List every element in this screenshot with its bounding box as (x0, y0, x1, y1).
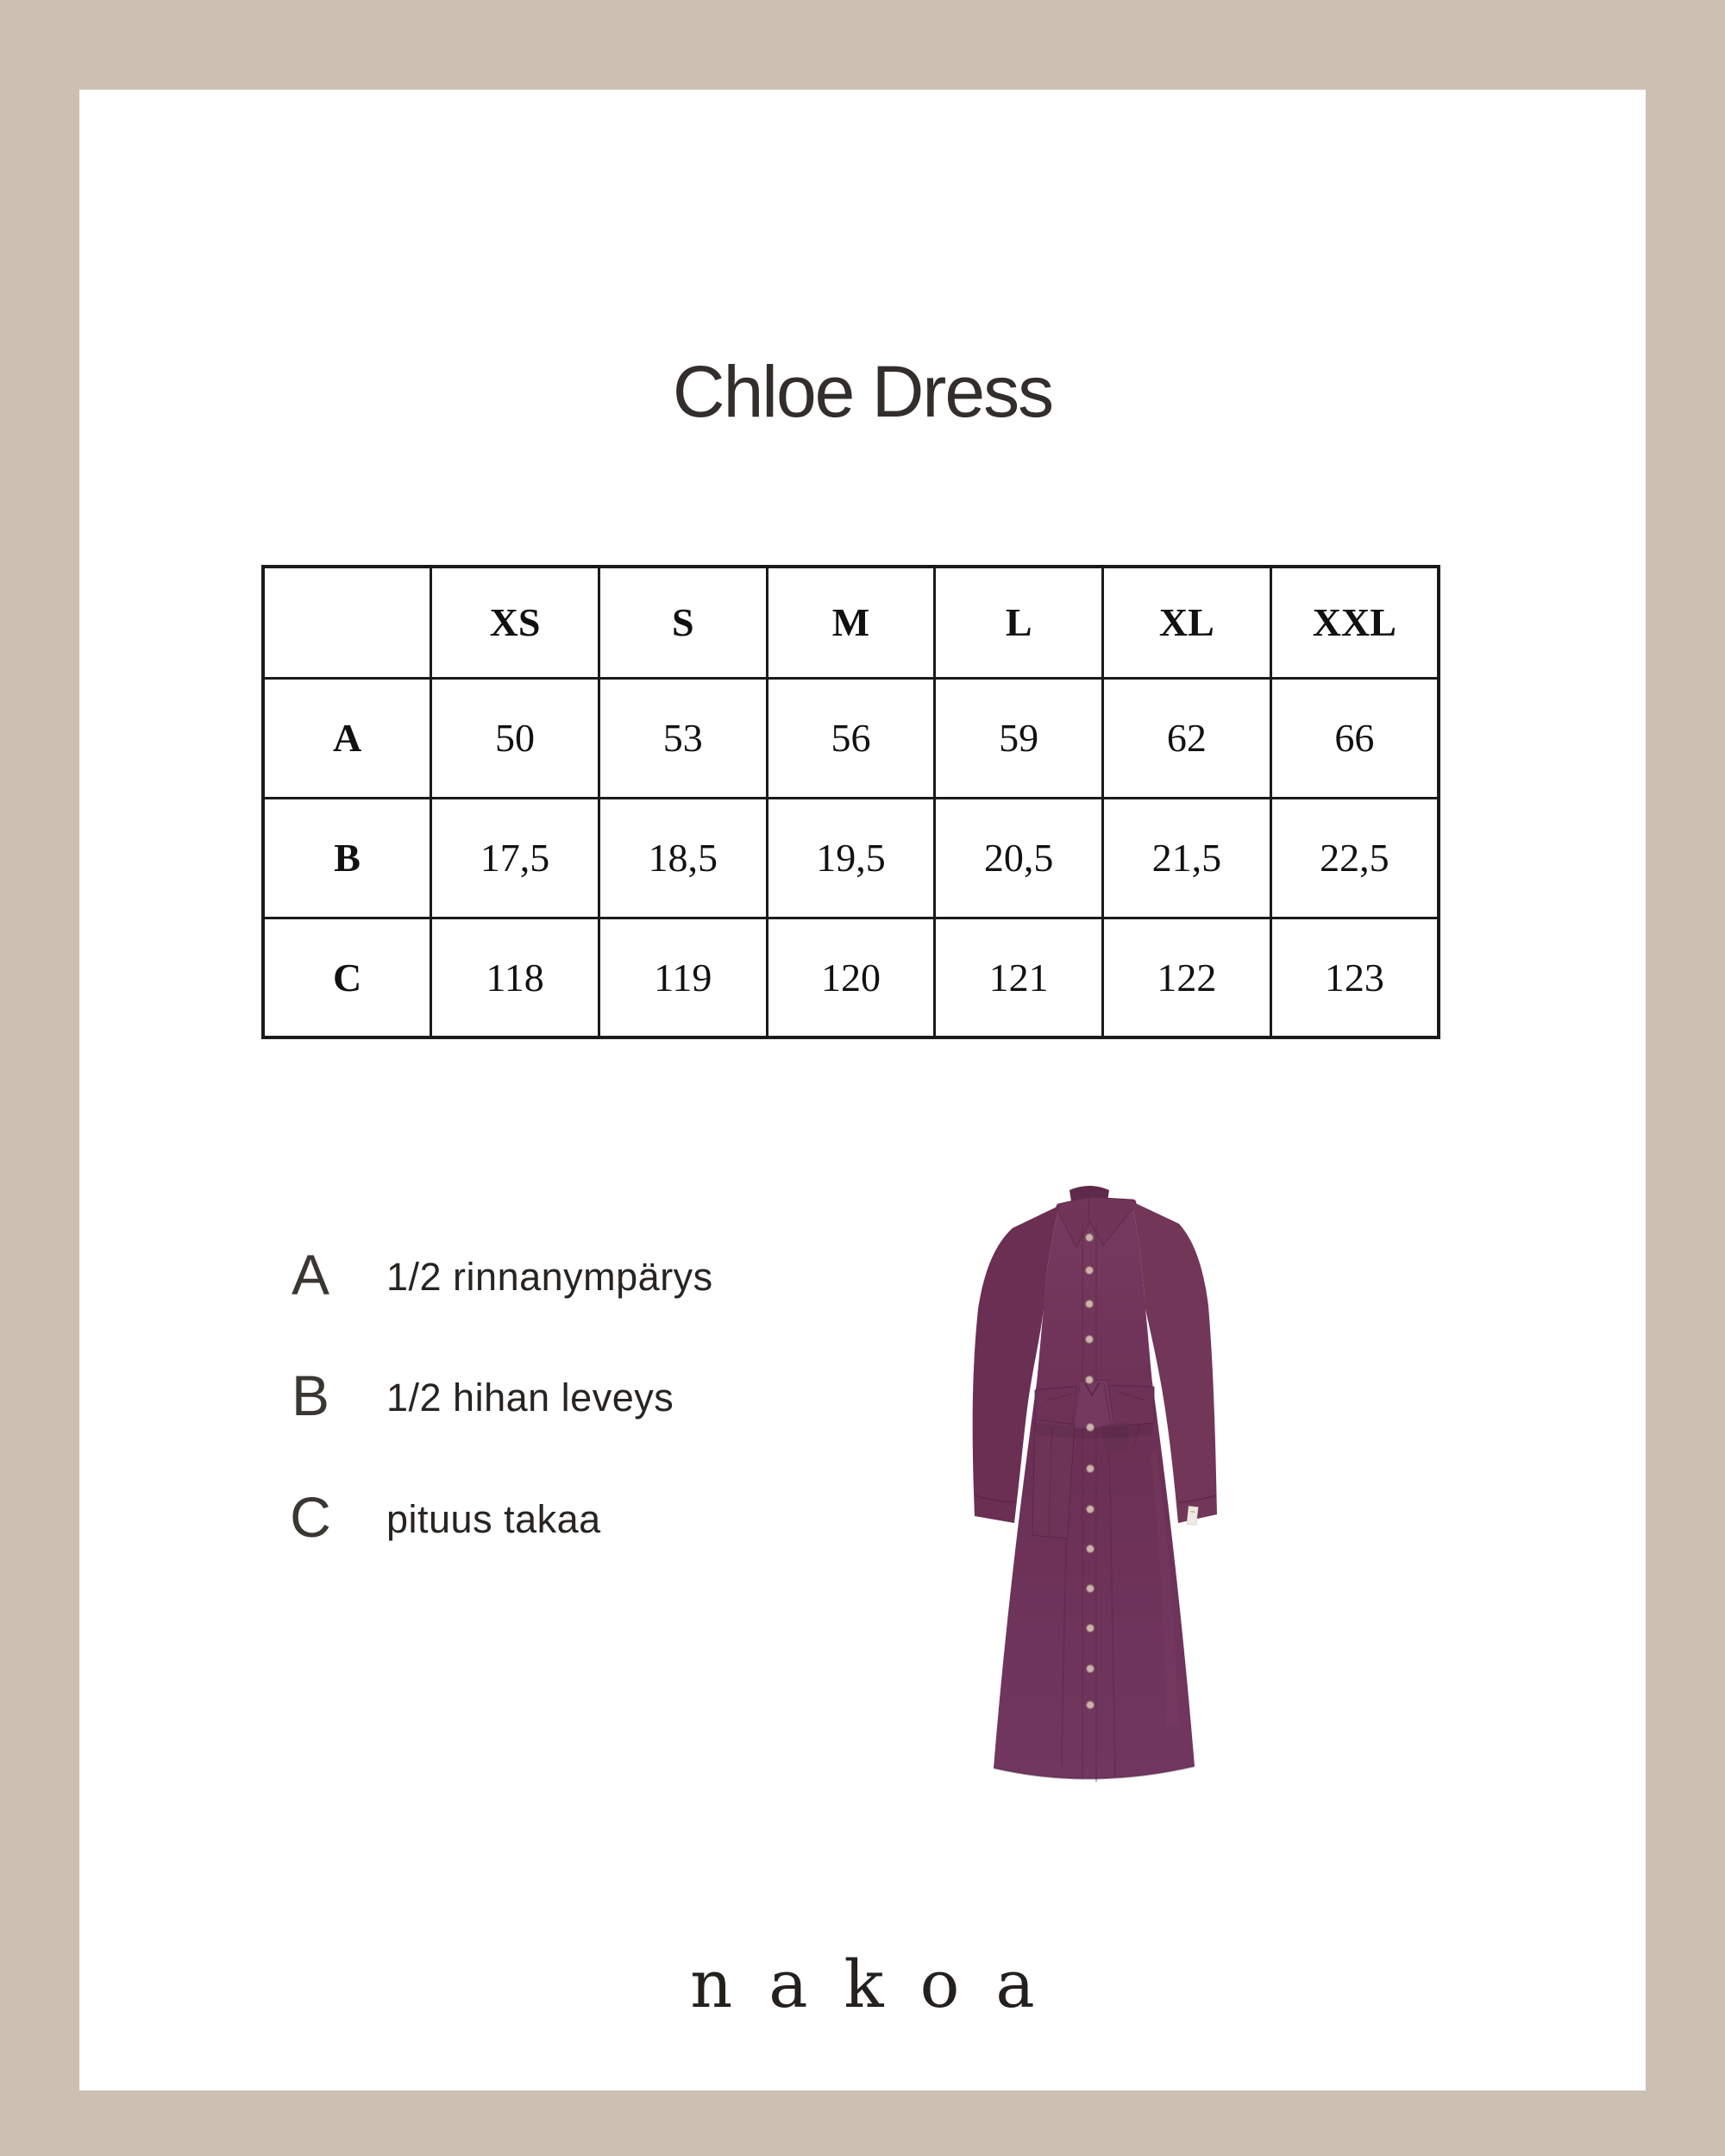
legend-item-a (276, 1235, 713, 1314)
column-header: M (767, 567, 935, 678)
column-header: L (935, 567, 1103, 678)
table-corner-cell (263, 567, 431, 678)
brand-logo: nakoa (690, 1946, 1071, 2022)
column-header: XXL (1270, 567, 1439, 678)
page-title: Chloe Dress (672, 351, 1053, 432)
table-header-row (263, 567, 1439, 678)
table-row (263, 918, 1439, 1037)
size-table (261, 565, 1440, 1039)
legend-label: 1/2 hihan leveys (386, 1376, 674, 1420)
table-cell: 66 (1270, 678, 1439, 798)
size-guide-card (79, 90, 1646, 2090)
table-cell: 119 (599, 918, 767, 1037)
legend-label: 1/2 rinnanympärys (386, 1255, 713, 1299)
table-cell: 19,5 (767, 798, 935, 918)
dress-illustration (949, 1173, 1242, 1802)
table-cell: 122 (1103, 918, 1271, 1037)
table-cell: 53 (599, 678, 767, 798)
cuff-tag (1187, 1506, 1198, 1525)
table-cell: 56 (767, 678, 935, 798)
table-cell: 22,5 (1270, 798, 1439, 918)
table-cell: 120 (767, 918, 935, 1037)
legend-key: A (291, 1243, 330, 1307)
table-cell: 121 (935, 918, 1103, 1037)
table-cell: 123 (1270, 918, 1439, 1037)
table-row (263, 678, 1439, 798)
table-cell: 59 (935, 678, 1103, 798)
table-cell: 17,5 (431, 798, 599, 918)
row-label: A (263, 678, 431, 798)
column-header: XL (1103, 567, 1271, 678)
table-cell: 50 (431, 678, 599, 798)
table-cell: 18,5 (599, 798, 767, 918)
table-cell: 118 (431, 918, 599, 1037)
legend-item-c (276, 1477, 601, 1557)
legend-key: B (291, 1363, 330, 1427)
legend-key: C (290, 1485, 331, 1549)
table-row (263, 798, 1439, 918)
row-label: C (263, 918, 431, 1037)
row-label: B (263, 798, 431, 918)
table-cell: 62 (1103, 678, 1271, 798)
column-header: XS (431, 567, 599, 678)
legend-label: pituus takaa (386, 1497, 601, 1541)
legend-item-b (276, 1356, 674, 1435)
table-cell: 20,5 (935, 798, 1103, 918)
column-header: S (599, 567, 767, 678)
table-cell: 21,5 (1103, 798, 1271, 918)
